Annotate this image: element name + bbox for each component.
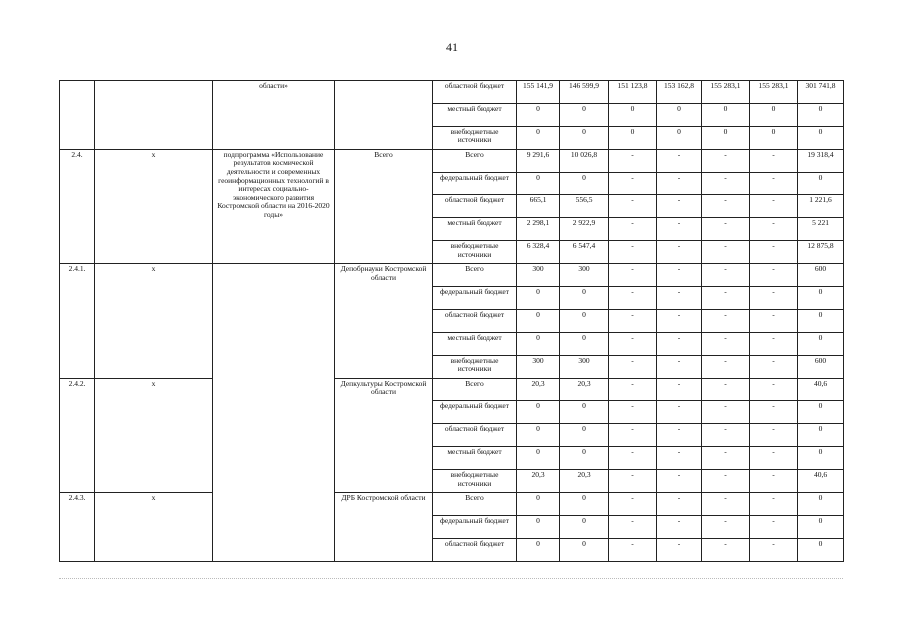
value-cell: 0 bbox=[702, 126, 750, 149]
table-row bbox=[60, 378, 844, 401]
funding-source-cell: местный бюджет bbox=[433, 218, 517, 241]
funding-source-cell: федеральный бюджет bbox=[433, 172, 517, 195]
value-cell: - bbox=[702, 538, 750, 561]
value-cell: - bbox=[609, 470, 657, 493]
value-cell: 0 bbox=[798, 538, 844, 561]
value-cell: 2 298,1 bbox=[517, 218, 560, 241]
value-cell: - bbox=[609, 309, 657, 332]
value-cell: 0 bbox=[517, 332, 560, 355]
value-cell: 0 bbox=[798, 515, 844, 538]
value-cell: 0 bbox=[517, 126, 560, 149]
value-cell: 0 bbox=[517, 447, 560, 470]
value-cell: 1 221,6 bbox=[798, 195, 844, 218]
x-mark-cell: х bbox=[95, 149, 213, 263]
executor-cell: Депкультуры Костромской области bbox=[335, 378, 433, 492]
value-cell: - bbox=[702, 401, 750, 424]
value-cell: - bbox=[750, 332, 798, 355]
value-cell: - bbox=[657, 195, 702, 218]
value-cell: - bbox=[750, 172, 798, 195]
value-cell: 0 bbox=[517, 538, 560, 561]
row-number-cell: 2.4.1. bbox=[60, 264, 95, 378]
value-cell: 0 bbox=[560, 447, 609, 470]
funding-source-cell: Всего bbox=[433, 378, 517, 401]
funding-source-cell: внебюджетные источники bbox=[433, 241, 517, 264]
row-number-cell: 2.4.3. bbox=[60, 493, 95, 562]
value-cell: - bbox=[702, 241, 750, 264]
executor-cell bbox=[335, 81, 433, 150]
value-cell: 6 547,4 bbox=[560, 241, 609, 264]
value-cell: - bbox=[750, 218, 798, 241]
funding-source-cell: местный бюджет bbox=[433, 103, 517, 126]
value-cell: - bbox=[657, 149, 702, 172]
value-cell: 0 bbox=[560, 332, 609, 355]
funding-source-cell: областной бюджет bbox=[433, 195, 517, 218]
value-cell: 20,3 bbox=[517, 378, 560, 401]
value-cell: 300 bbox=[517, 355, 560, 378]
value-cell: 0 bbox=[798, 172, 844, 195]
value-cell: - bbox=[657, 287, 702, 310]
value-cell: - bbox=[750, 309, 798, 332]
table-row bbox=[60, 81, 844, 104]
value-cell: - bbox=[702, 195, 750, 218]
value-cell: - bbox=[609, 515, 657, 538]
value-cell: - bbox=[702, 218, 750, 241]
value-cell: 40,6 bbox=[798, 470, 844, 493]
value-cell: - bbox=[609, 378, 657, 401]
value-cell: 0 bbox=[517, 172, 560, 195]
funding-source-cell: Всего bbox=[433, 264, 517, 287]
value-cell: - bbox=[609, 241, 657, 264]
value-cell: 0 bbox=[798, 309, 844, 332]
value-cell: 0 bbox=[798, 401, 844, 424]
value-cell: 155 283,1 bbox=[702, 81, 750, 104]
value-cell: - bbox=[657, 493, 702, 516]
executor-cell: Всего bbox=[335, 149, 433, 263]
funding-source-cell: внебюджетные источники bbox=[433, 470, 517, 493]
value-cell: - bbox=[750, 538, 798, 561]
value-cell: - bbox=[609, 401, 657, 424]
value-cell: 20,3 bbox=[560, 470, 609, 493]
value-cell: - bbox=[657, 264, 702, 287]
x-mark-cell: х bbox=[95, 264, 213, 378]
value-cell: 6 328,4 bbox=[517, 241, 560, 264]
value-cell: 0 bbox=[517, 424, 560, 447]
value-cell: - bbox=[702, 515, 750, 538]
value-cell: - bbox=[750, 149, 798, 172]
value-cell: - bbox=[702, 493, 750, 516]
value-cell: - bbox=[750, 241, 798, 264]
funding-source-cell: областной бюджет bbox=[433, 424, 517, 447]
row-number-cell bbox=[60, 81, 95, 150]
value-cell: 0 bbox=[560, 126, 609, 149]
funding-source-cell: внебюджетные источники bbox=[433, 126, 517, 149]
value-cell: - bbox=[609, 355, 657, 378]
value-cell: - bbox=[657, 355, 702, 378]
value-cell: - bbox=[657, 378, 702, 401]
value-cell: 0 bbox=[609, 103, 657, 126]
x-mark-cell: х bbox=[95, 493, 213, 562]
value-cell: 19 318,4 bbox=[798, 149, 844, 172]
value-cell: - bbox=[750, 470, 798, 493]
value-cell: - bbox=[750, 493, 798, 516]
value-cell: - bbox=[750, 424, 798, 447]
funding-source-cell: федеральный бюджет bbox=[433, 515, 517, 538]
funding-source-cell: местный бюджет bbox=[433, 332, 517, 355]
value-cell: 0 bbox=[560, 287, 609, 310]
value-cell: 0 bbox=[560, 172, 609, 195]
value-cell: - bbox=[702, 309, 750, 332]
value-cell: - bbox=[657, 447, 702, 470]
value-cell: 0 bbox=[657, 103, 702, 126]
value-cell: - bbox=[609, 447, 657, 470]
value-cell: - bbox=[657, 424, 702, 447]
value-cell: - bbox=[657, 332, 702, 355]
value-cell: 300 bbox=[517, 264, 560, 287]
value-cell: - bbox=[657, 401, 702, 424]
value-cell: - bbox=[609, 538, 657, 561]
table-row bbox=[60, 149, 844, 172]
value-cell: - bbox=[702, 447, 750, 470]
funding-source-cell: областной бюджет bbox=[433, 309, 517, 332]
value-cell: 0 bbox=[798, 332, 844, 355]
value-cell: 40,6 bbox=[798, 378, 844, 401]
value-cell: 0 bbox=[750, 126, 798, 149]
description-cell bbox=[213, 264, 335, 562]
executor-cell: ДРБ Костромской области bbox=[335, 493, 433, 562]
value-cell: 0 bbox=[517, 287, 560, 310]
value-cell: 600 bbox=[798, 264, 844, 287]
value-cell: 300 bbox=[560, 264, 609, 287]
funding-source-cell: федеральный бюджет bbox=[433, 287, 517, 310]
value-cell: - bbox=[657, 241, 702, 264]
value-cell: 0 bbox=[798, 287, 844, 310]
value-cell: 155 283,1 bbox=[750, 81, 798, 104]
value-cell: 2 922,9 bbox=[560, 218, 609, 241]
value-cell: - bbox=[609, 218, 657, 241]
funding-source-cell: Всего bbox=[433, 493, 517, 516]
funding-source-cell: областной бюджет bbox=[433, 538, 517, 561]
value-cell: 0 bbox=[798, 493, 844, 516]
value-cell: - bbox=[609, 149, 657, 172]
table-row bbox=[60, 493, 844, 516]
value-cell: 0 bbox=[560, 103, 609, 126]
funding-source-cell: местный бюджет bbox=[433, 447, 517, 470]
value-cell: 0 bbox=[702, 103, 750, 126]
value-cell: 0 bbox=[517, 493, 560, 516]
value-cell: - bbox=[657, 515, 702, 538]
row-number-cell: 2.4.2. bbox=[60, 378, 95, 492]
value-cell: - bbox=[609, 172, 657, 195]
value-cell: - bbox=[750, 378, 798, 401]
value-cell: - bbox=[750, 447, 798, 470]
funding-source-cell: федеральный бюджет bbox=[433, 401, 517, 424]
value-cell: 146 599,9 bbox=[560, 81, 609, 104]
value-cell: 0 bbox=[798, 126, 844, 149]
value-cell: 5 221 bbox=[798, 218, 844, 241]
value-cell: - bbox=[702, 172, 750, 195]
value-cell: - bbox=[702, 378, 750, 401]
value-cell: 9 291,6 bbox=[517, 149, 560, 172]
value-cell: - bbox=[609, 195, 657, 218]
description-cell: области» bbox=[213, 81, 335, 150]
value-cell: 153 162,8 bbox=[657, 81, 702, 104]
value-cell: 0 bbox=[560, 538, 609, 561]
value-cell: 151 123,8 bbox=[609, 81, 657, 104]
value-cell: - bbox=[657, 218, 702, 241]
value-cell: 20,3 bbox=[517, 470, 560, 493]
value-cell: 155 141,9 bbox=[517, 81, 560, 104]
funding-source-cell: внебюджетные источники bbox=[433, 355, 517, 378]
value-cell: - bbox=[657, 309, 702, 332]
table-row bbox=[60, 264, 844, 287]
value-cell: 0 bbox=[560, 424, 609, 447]
value-cell: - bbox=[609, 264, 657, 287]
value-cell: 0 bbox=[657, 126, 702, 149]
funding-source-cell: областной бюджет bbox=[433, 81, 517, 104]
table-body bbox=[60, 81, 844, 562]
executor-cell: Депобрнауки Костромской области bbox=[335, 264, 433, 378]
x-mark-cell bbox=[95, 81, 213, 150]
value-cell: 556,5 bbox=[560, 195, 609, 218]
bottom-divider bbox=[59, 578, 843, 579]
value-cell: - bbox=[750, 401, 798, 424]
value-cell: - bbox=[750, 515, 798, 538]
value-cell: - bbox=[702, 424, 750, 447]
value-cell: - bbox=[702, 264, 750, 287]
value-cell: 0 bbox=[560, 401, 609, 424]
value-cell: - bbox=[750, 355, 798, 378]
value-cell: - bbox=[750, 195, 798, 218]
value-cell: 0 bbox=[560, 515, 609, 538]
value-cell: 10 026,8 bbox=[560, 149, 609, 172]
value-cell: 20,3 bbox=[560, 378, 609, 401]
value-cell: - bbox=[657, 470, 702, 493]
value-cell: 0 bbox=[798, 103, 844, 126]
value-cell: 665,1 bbox=[517, 195, 560, 218]
value-cell: - bbox=[702, 332, 750, 355]
funding-source-cell: Всего bbox=[433, 149, 517, 172]
value-cell: 0 bbox=[517, 309, 560, 332]
value-cell: 0 bbox=[750, 103, 798, 126]
value-cell: - bbox=[702, 470, 750, 493]
description-cell: подпрограмма «Использование результатов космической деятельности и современных геоинформационных технологий в интересах социально-экономического развития Костромской области на 2016-2020 годы» bbox=[213, 149, 335, 263]
value-cell: 0 bbox=[517, 401, 560, 424]
value-cell: 0 bbox=[609, 126, 657, 149]
value-cell: - bbox=[750, 264, 798, 287]
value-cell: - bbox=[702, 355, 750, 378]
value-cell: 301 741,8 bbox=[798, 81, 844, 104]
value-cell: - bbox=[609, 287, 657, 310]
x-mark-cell: х bbox=[95, 378, 213, 492]
value-cell: - bbox=[702, 287, 750, 310]
value-cell: - bbox=[657, 172, 702, 195]
value-cell: 0 bbox=[798, 447, 844, 470]
value-cell: 0 bbox=[798, 424, 844, 447]
page-number: 41 bbox=[446, 40, 458, 54]
value-cell: 12 875,8 bbox=[798, 241, 844, 264]
value-cell: 0 bbox=[517, 103, 560, 126]
value-cell: 0 bbox=[560, 309, 609, 332]
value-cell: - bbox=[609, 493, 657, 516]
value-cell: 0 bbox=[517, 515, 560, 538]
value-cell: 300 bbox=[560, 355, 609, 378]
row-number-cell: 2.4. bbox=[60, 149, 95, 263]
value-cell: 0 bbox=[560, 493, 609, 516]
value-cell: - bbox=[609, 332, 657, 355]
value-cell: - bbox=[702, 149, 750, 172]
value-cell: - bbox=[657, 538, 702, 561]
budget-table bbox=[59, 80, 844, 562]
value-cell: - bbox=[750, 287, 798, 310]
value-cell: 600 bbox=[798, 355, 844, 378]
value-cell: - bbox=[609, 424, 657, 447]
